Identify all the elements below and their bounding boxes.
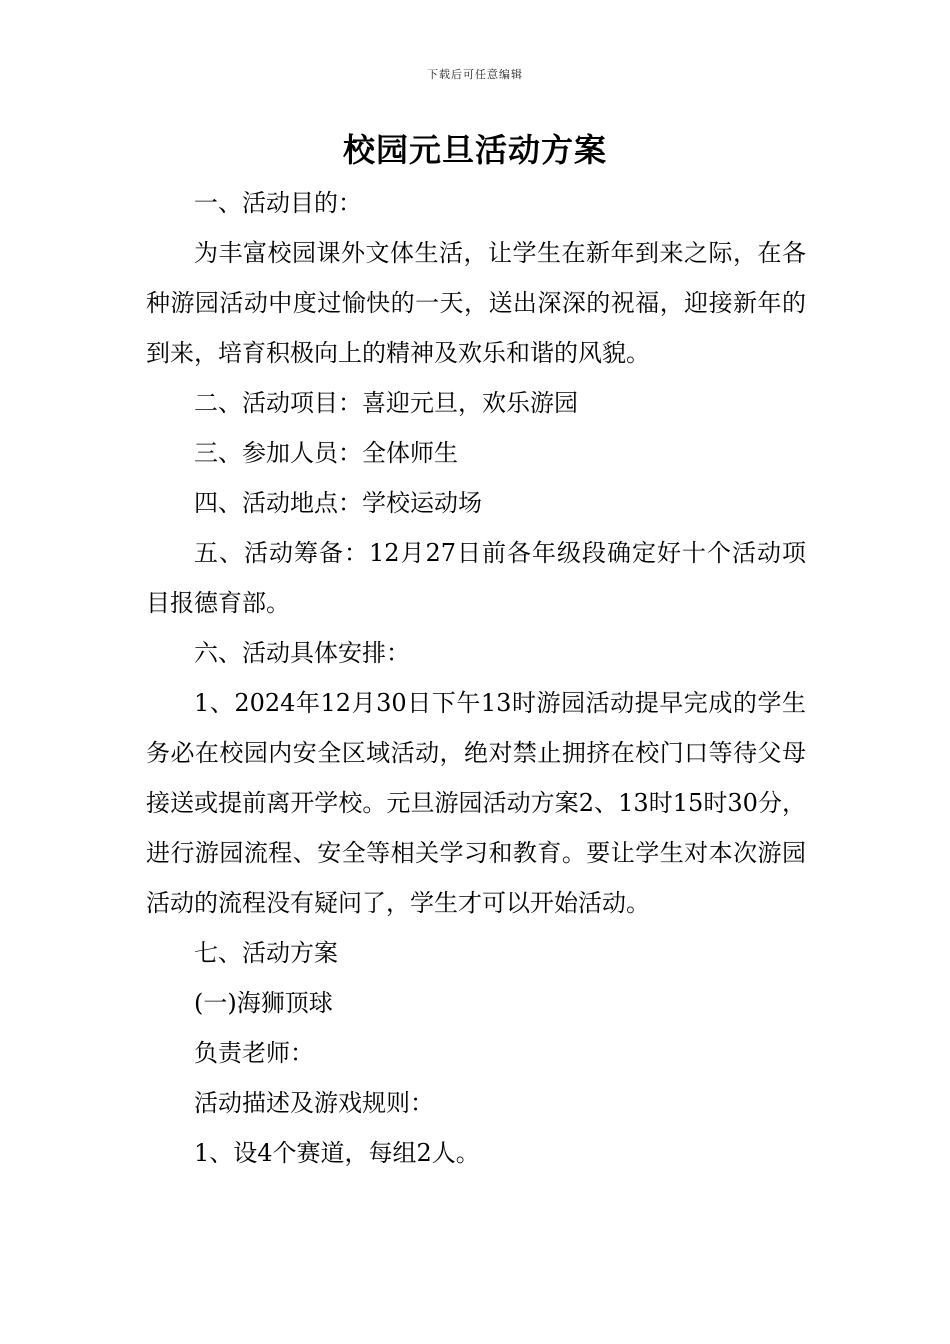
plan-item-title: (一)海狮顶球 bbox=[194, 989, 333, 1017]
section-purpose-heading: 一、活动目的： bbox=[194, 189, 362, 217]
section-schedule-heading: 六、活动具体安排： bbox=[194, 639, 410, 667]
document-title: 校园元旦活动方案 bbox=[342, 131, 607, 169]
rule-item: 1、设4个赛道，每组2人。 bbox=[194, 1139, 480, 1167]
responsible-teacher: 负责老师： bbox=[194, 1039, 314, 1067]
section-preparation: 五、活动筹备：12月27日前各年级段确定好十个活动项目报德育部。 bbox=[146, 539, 806, 617]
download-note: 下载后可任意编辑 bbox=[427, 68, 523, 81]
rules-heading: 活动描述及游戏规则： bbox=[194, 1089, 434, 1117]
purpose-paragraph: 为丰富校园课外文体生活，让学生在新年到来之际，在各种游园活动中度过愉快的一天，送出深深的祝福，迎接新年的到来，培育积极向上的精神及欢乐和谐的风貌。 bbox=[146, 239, 806, 367]
section-plan-heading: 七、活动方案 bbox=[194, 939, 338, 967]
section-participants: 三、参加人员：全体师生 bbox=[194, 439, 458, 467]
document-body bbox=[146, 178, 806, 1178]
schedule-paragraph: 1、2024年12月30日下午13时游园活动提早完成的学生务必在校园内安全区域活动，绝对禁止拥挤在校门口等待父母接送或提前离开学校。元旦游园活动方案2、13时15时30分，进行游园流程、安全等相关学习和教育。要让学生对本次游园活动的流程没有疑问了，学生才可以开始活动。 bbox=[146, 689, 806, 917]
section-project: 二、活动项目：喜迎元旦，欢乐游园 bbox=[194, 389, 578, 417]
section-location: 四、活动地点：学校运动场 bbox=[194, 489, 482, 517]
